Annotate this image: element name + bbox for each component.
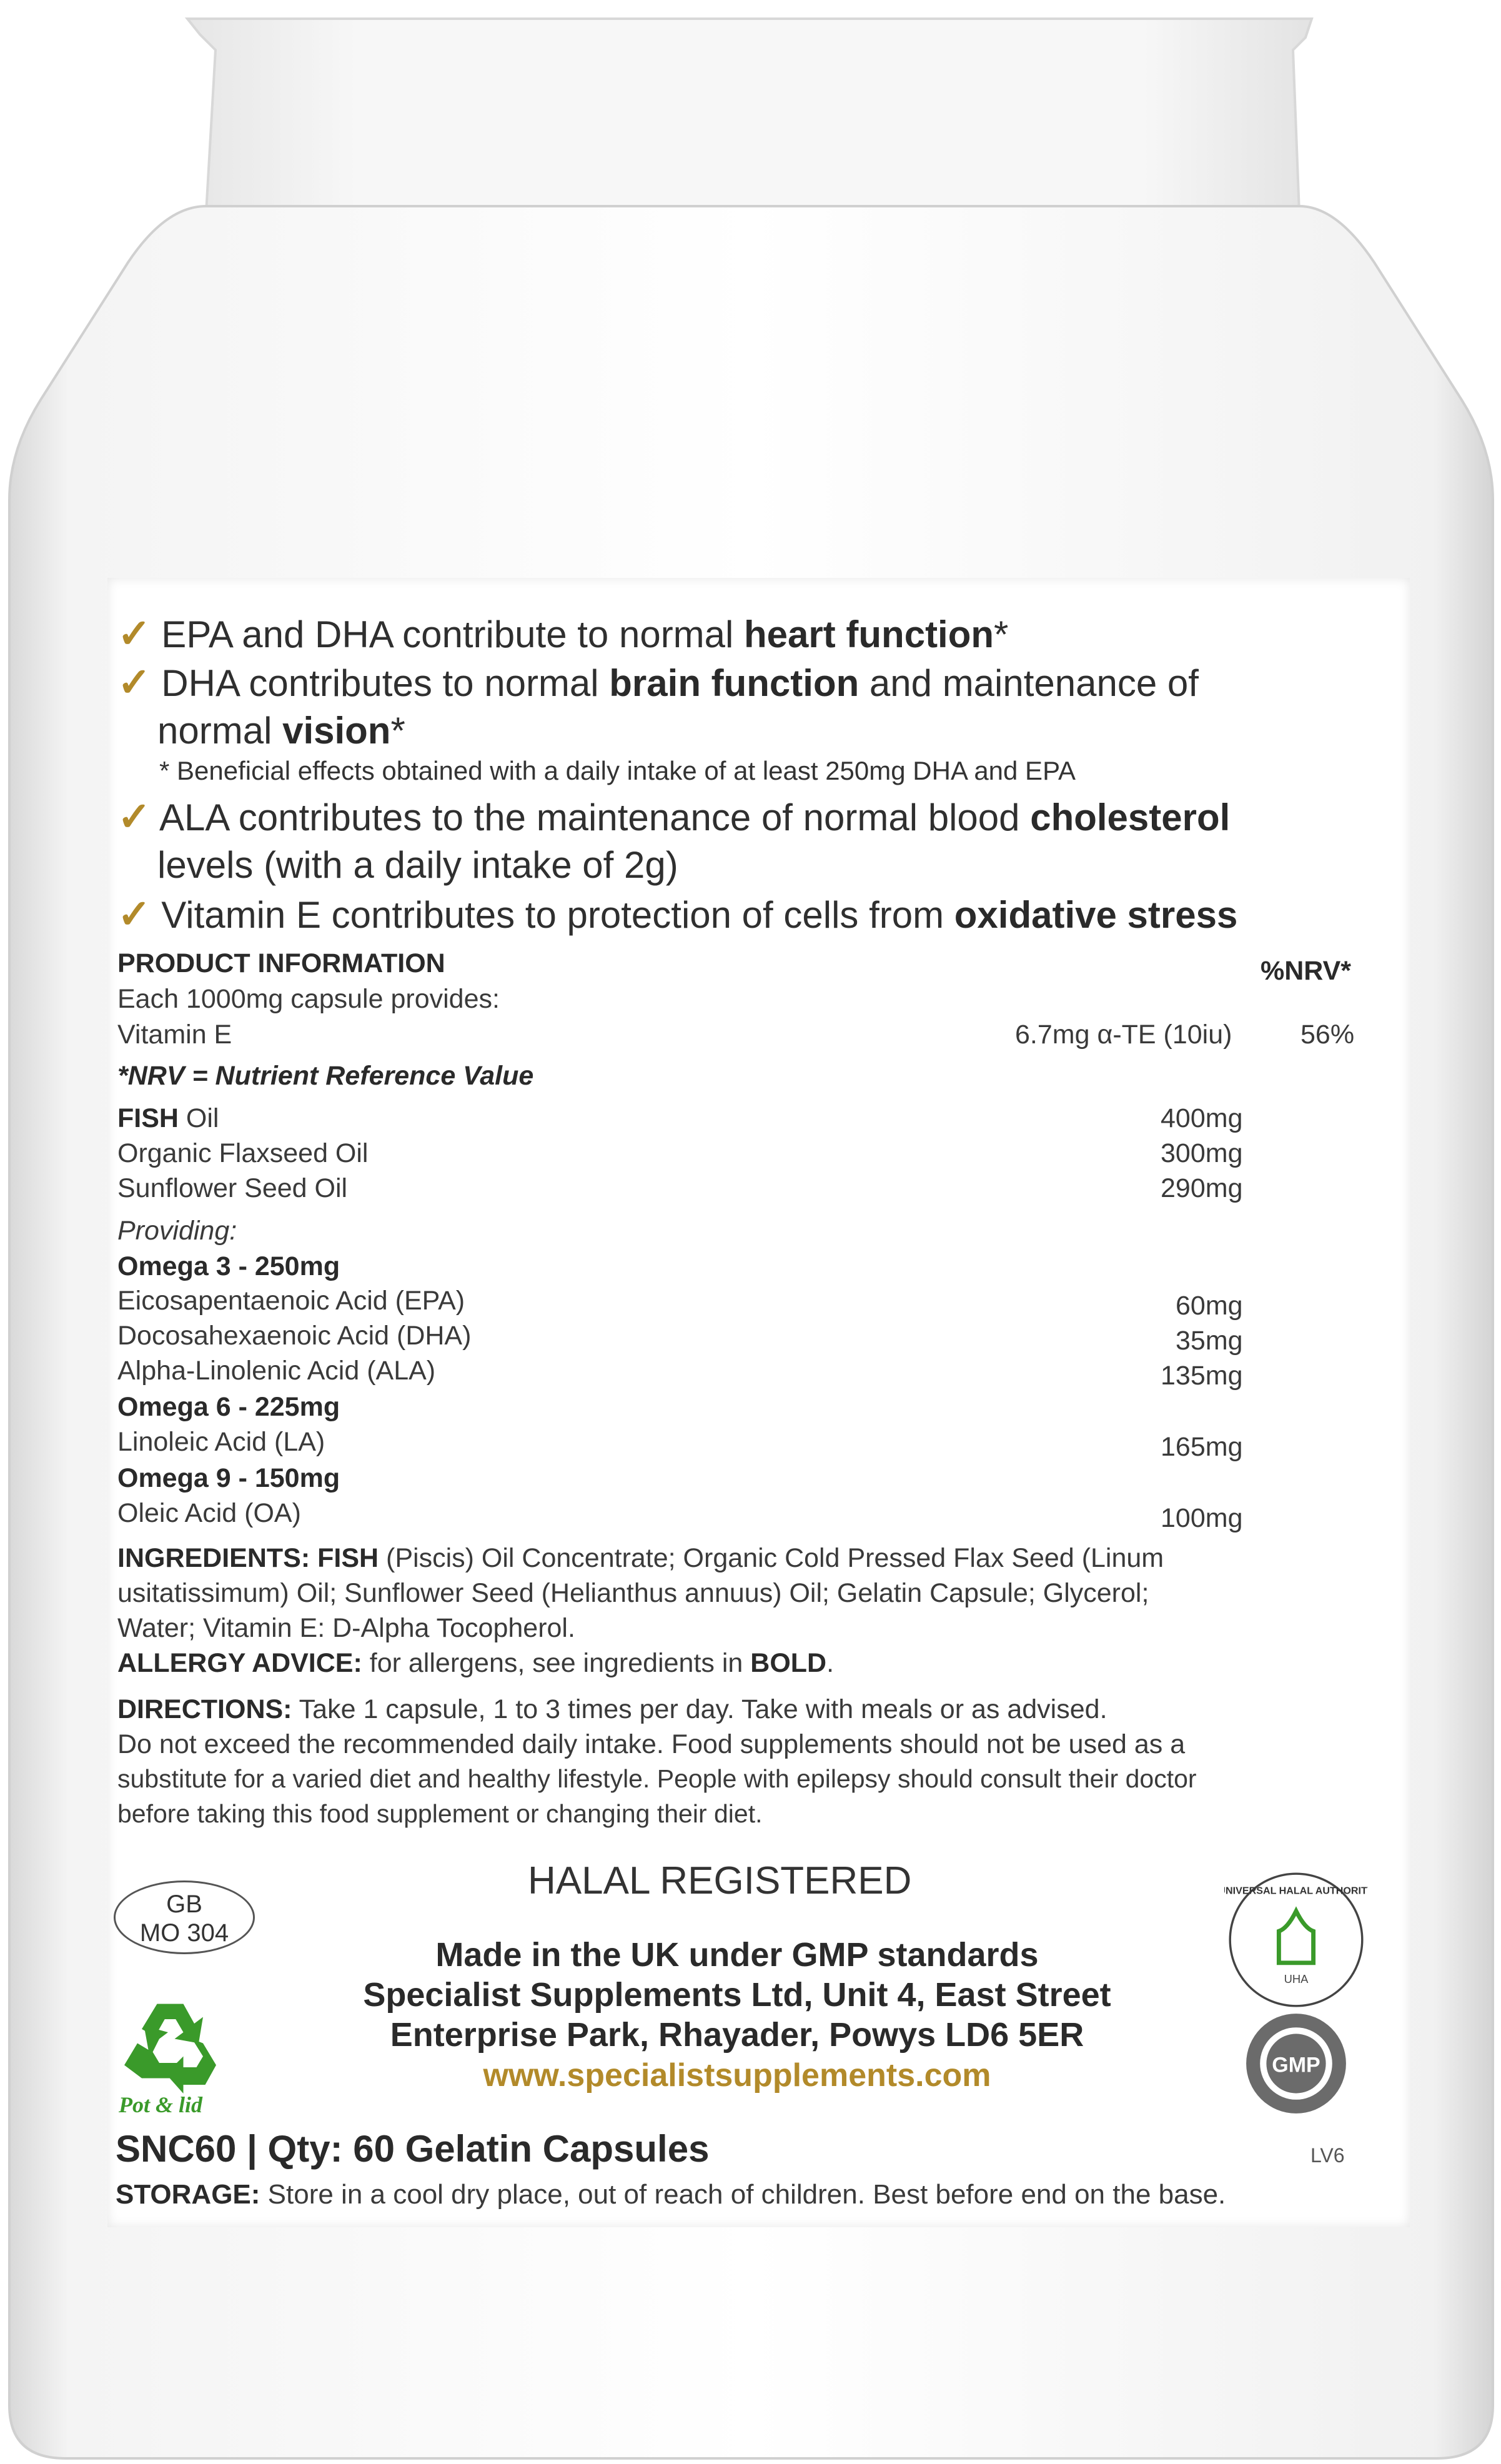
vitamin-e-label: Vitamin E: [117, 1020, 232, 1050]
storage-info: STORAGE: Store in a cool dry place, out of reach of children. Best before end on the base.: [116, 2179, 1226, 2210]
allergy-advice: ALLERGY ADVICE: for allergens, see ingredients in BOLD.: [117, 1648, 835, 1678]
oil-fish-amount: 400mg: [1161, 1103, 1243, 1133]
sku-quantity: SNC60 | Qty: 60 Gelatin Capsules: [116, 2128, 710, 2170]
check-icon: ✓: [117, 660, 151, 705]
claim-footnote: * Beneficial effects obtained with a daily intake of at least 250mg DHA and EPA: [159, 756, 1076, 785]
each-capsule: Each 1000mg capsule provides:: [117, 984, 500, 1014]
providing-label: Providing:: [117, 1216, 237, 1246]
epa-amount: 60mg: [1176, 1291, 1243, 1321]
la-label: Linoleic Acid (LA): [117, 1427, 325, 1457]
omega6-heading: Omega 6 - 225mg: [117, 1392, 340, 1422]
made-in-uk: Made in the UK under GMP standards: [435, 1936, 1039, 1974]
vitamin-e-nrv: 56%: [1300, 1020, 1355, 1050]
oil-flax-amount: 300mg: [1161, 1138, 1243, 1168]
lv-code: LV6: [1310, 2144, 1345, 2167]
ingredients-line3: Water; Vitamin E: D-Alpha Tocopherol.: [117, 1613, 575, 1643]
halal-authority-seal-icon: [1224, 1868, 1368, 2012]
recycle-caption: Pot & lid: [119, 2092, 202, 2117]
nrv-heading: %NRV*: [1261, 956, 1351, 986]
omega3-heading: Omega 3 - 250mg: [117, 1251, 340, 1281]
claim-cholesterol-line2: levels (with a daily intake of 2g): [157, 844, 678, 886]
halal-seal-text: UNIVERSAL HALAL AUTHORITY: [1224, 1885, 1368, 1897]
recycle-icon: [116, 1993, 225, 2102]
directions-line4: before taking this food supplement or changing their diet.: [117, 1799, 763, 1828]
oa-label: Oleic Acid (OA): [117, 1498, 301, 1528]
halal-seal-abbr: UHA: [1284, 1972, 1309, 1985]
ala-amount: 135mg: [1161, 1361, 1243, 1391]
halal-registered: HALAL REGISTERED: [528, 1859, 912, 1902]
oil-sunflower: Sunflower Seed Oil: [117, 1173, 348, 1203]
oil-sunflower-amount: 290mg: [1161, 1173, 1243, 1203]
directions-line2: Do not exceed the recommended daily intake. Food supplements should not be used as a: [117, 1729, 1186, 1759]
dha-amount: 35mg: [1176, 1326, 1243, 1356]
claim-vision: normal vision*: [157, 710, 405, 752]
oa-amount: 100mg: [1161, 1503, 1243, 1533]
directions-line1: DIRECTIONS: Take 1 capsule, 1 to 3 times per day. Take with meals or as advised.: [117, 1694, 1107, 1724]
vitamin-e-amount: 6.7mg α-TE (10iu): [1015, 1020, 1232, 1050]
epa-label: Eicosapentaenoic Acid (EPA): [117, 1286, 465, 1316]
company-name: Specialist Supplements Ltd, Unit 4, East Street: [363, 1976, 1111, 2014]
gb-badge: [114, 1880, 255, 1954]
claim-cholesterol: ✓ ALA contributes to the maintenance of normal blood cholesterol: [117, 794, 1231, 839]
oil-fish: FISH Oil: [117, 1103, 219, 1133]
gmp-seal-icon: [1243, 2010, 1349, 2117]
nrv-note: *NRV = Nutrient Reference Value: [117, 1061, 534, 1091]
oil-flax: Organic Flaxseed Oil: [117, 1138, 369, 1168]
gb-badge-line2: MO 304: [139, 1919, 229, 1947]
la-amount: 165mg: [1161, 1432, 1243, 1462]
ingredients-line2: usitatissimum) Oil; Sunflower Seed (Helianthus annuus) Oil; Gelatin Capsule; Glycerol;: [117, 1578, 1149, 1608]
company-address: Enterprise Park, Rhayader, Powys LD6 5ER: [390, 2016, 1084, 2054]
gb-badge-line1: GB: [166, 1890, 202, 1918]
omega9-heading: Omega 9 - 150mg: [117, 1463, 340, 1493]
ingredients-line1: INGREDIENTS: FISH (Piscis) Oil Concentrate; Organic Cold Pressed Flax Seed (Linum: [117, 1543, 1164, 1573]
check-icon: ✓: [117, 892, 151, 936]
directions-line3: substitute for a varied diet and healthy lifestyle. People with epilepsy should consult their doctor: [117, 1764, 1197, 1793]
check-icon: ✓: [117, 611, 151, 656]
website-link[interactable]: www.specialistsupplements.com: [483, 2057, 991, 2094]
claim-heart: ✓ EPA and DHA contribute to normal heart function*: [117, 611, 1009, 656]
claim-oxidative: ✓ Vitamin E contributes to protection of cells from oxidative stress: [117, 892, 1238, 936]
dha-label: Docosahexaenoic Acid (DHA): [117, 1321, 472, 1351]
ala-label: Alpha-Linolenic Acid (ALA): [117, 1356, 436, 1386]
product-info-heading: PRODUCT INFORMATION: [117, 948, 445, 978]
check-icon: ✓: [117, 794, 151, 839]
claim-brain: ✓ DHA contributes to normal brain function and maintenance of: [117, 660, 1199, 705]
gmp-seal-text: GMP: [1272, 2053, 1320, 2077]
